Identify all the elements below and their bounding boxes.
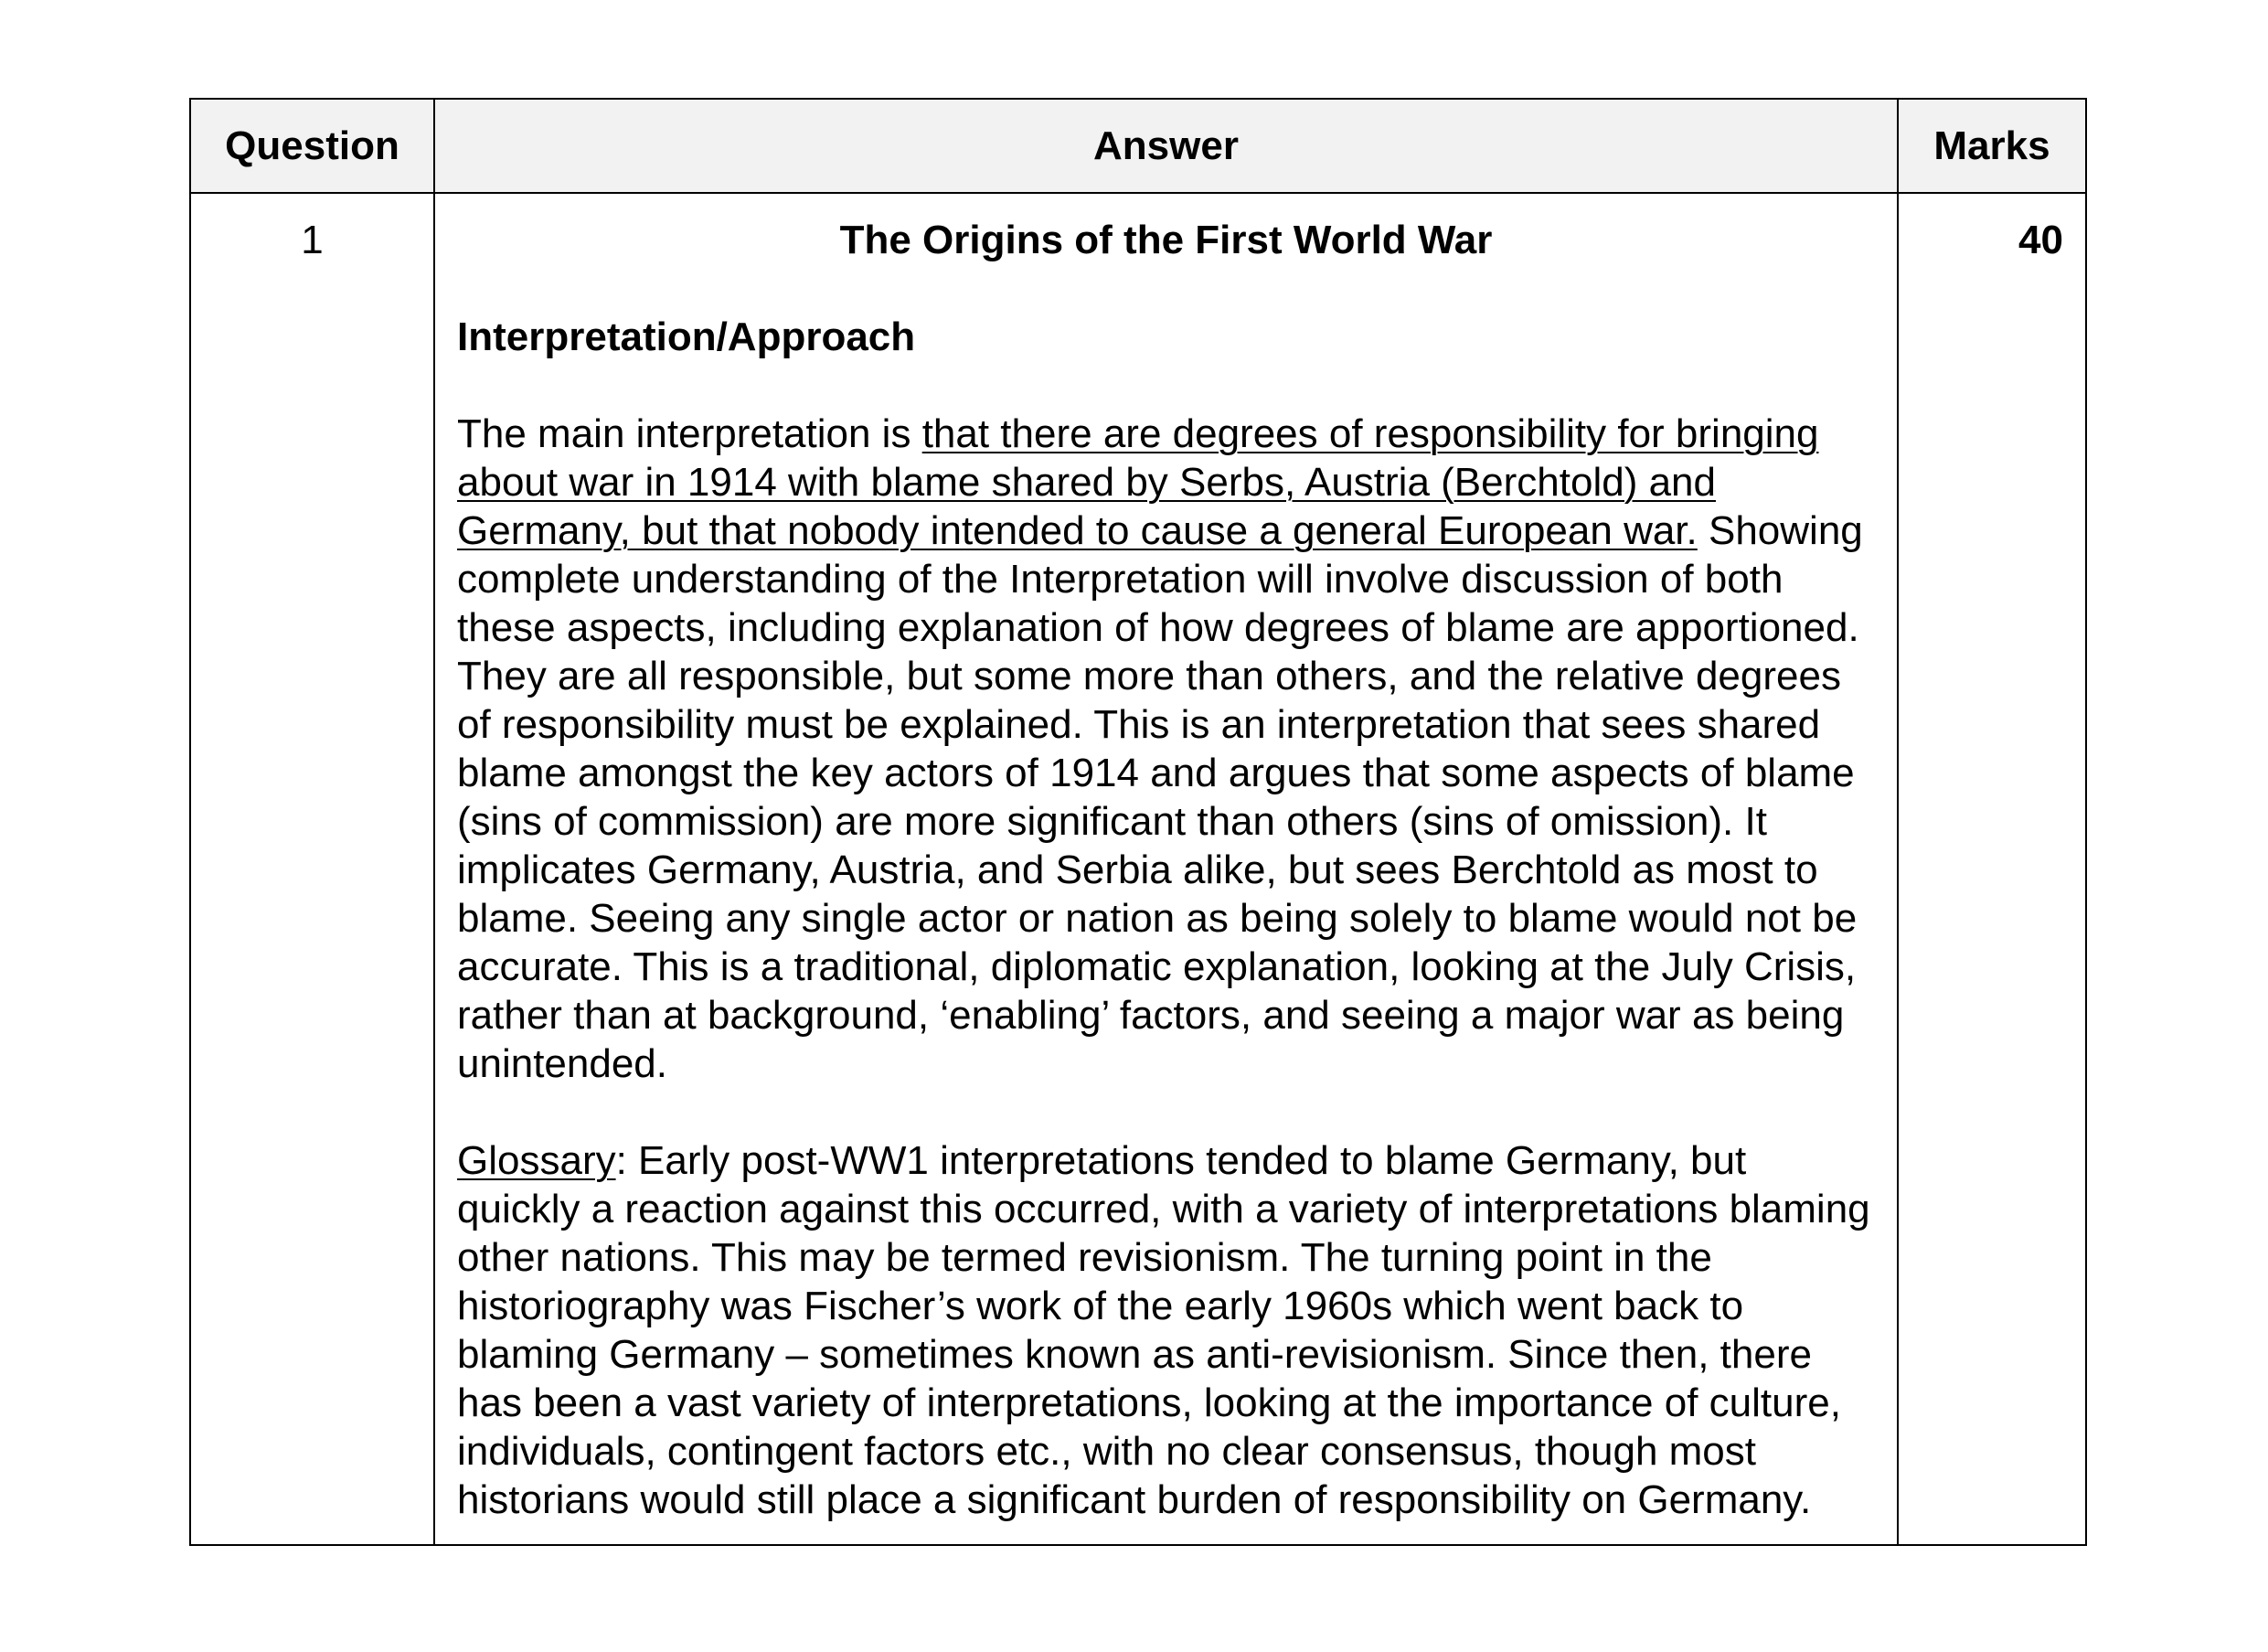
- topic-title: The Origins of the First World War: [839, 218, 1493, 262]
- interpretation-paragraph: [457, 410, 1875, 1088]
- glossary-text: : Early post-WW1 interpretations tended to blame Germany, but quickly a reaction against this occurred, with a variety of interpretations blaming other nations. This may be termed revisionism. The turning point in the historiography was Fischer’s work of the early 1960s which went back to blaming Germany – sometimes known as anti-revisionism. Since then, there has been a vast variety of interpretations, looking at the importance of culture, individuals, contingent factors etc., with no clear consensus, though most historians would still place a significant burden of responsibility on Germany.: [457, 1138, 1870, 1522]
- interpretation-underlined: that there are degrees of responsibility for bringing about war in 1914 with blame shared by Serbs, Austria (Berchtold) and Germany, but that nobody intended to cause a general European war.: [457, 411, 1819, 553]
- glossary-label: Glossary: [457, 1138, 616, 1183]
- table-row: [190, 193, 2086, 1545]
- question-number: 1: [190, 193, 434, 1545]
- glossary-paragraph: [457, 1136, 1875, 1524]
- interpretation-rest: Showing complete understanding of the Interpretation will involve discussion of both these aspects, including explanation of how degrees of blame are apportioned. They are all responsible, but some more than others, and the relative degrees of responsibility must be explained. This is an interpretation that sees shared blame amongst the key actors of 1914 and argues that some aspects of blame (sins of commission) are more significant than others (sins of omission). It implicates Germany, Austria, and Serbia alike, but sees Berchtold as most to blame. Seeing any single actor or nation as being solely to blame would not be accurate. This is a traditional, diplomatic explanation, looking at the July Crisis, rather than at background, ‘enabling’ factors, and seeing a major war as being unintended.: [457, 508, 1863, 1086]
- header-row: [190, 99, 2086, 193]
- section-heading: Interpretation/Approach: [457, 314, 916, 359]
- header-question: Question: [190, 99, 434, 193]
- interpretation-lead: The main interpretation is: [457, 411, 922, 456]
- header-marks: Marks: [1898, 99, 2086, 193]
- answer-cell: [434, 193, 1898, 1545]
- marks-value: 40: [1898, 193, 2086, 1545]
- mark-scheme-table: [189, 98, 2087, 1546]
- header-answer: Answer: [434, 99, 1898, 193]
